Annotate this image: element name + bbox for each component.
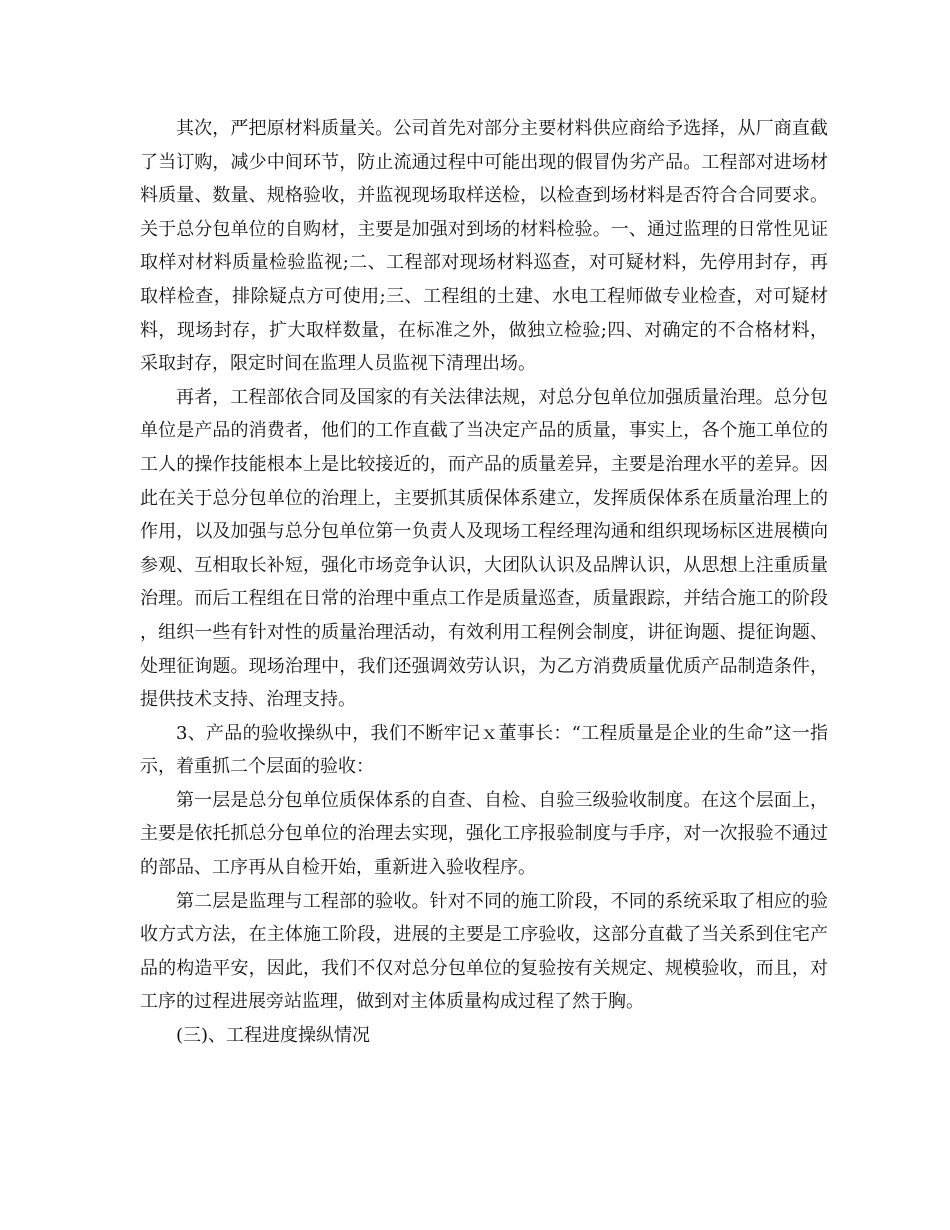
paragraph-subcontractor-management: 再者，工程部依合同及国家的有关法律法规，对总分包单位加强质量治理。总分包单位是产品的消费者，他们的工作直截了当决定产品的质量，事实上，各个施工单位的工人的操作技能根本上是比较接近的，而产品的质量差异，主要是治理水平的差异。因此在关于总分包单位的治理上，主要抓其质保体系建立，发挥质保体系在质量治理上的作用，以及加强与总分包单位第一负责人及现场工程经理沟通和组织现场标区进展横向参观、互相取长补短，强化市场竞争认识，大团队认识及品牌认识，从思想上注重质量治理。而后工程组在日常的治理中重点工作是质量巡查，质量跟踪，并结合施工的阶段，组织一些有针对性的质量治理活动，有效利用工程例会制度，讲征询题、提征询题、处理征询题。现场治理中，我们还强调效劳认识，为乙方消费质量优质产品制造条件，提供技术支持、治理支持。: [140, 386, 828, 711]
paragraph-raw-material-quality: 其次，严把原材料质量关。公司首先对部分主要材料供应商给予选择，从厂商直截了当订购，减少中间环节，防止流通过程中可能出现的假冒伪劣产品。工程部对进场材料质量、数量、规格验收，并监视现场取样送检，以检查到场材料是否符合合同要求。关于总分包单位的自购材，主要是加强对到场的材料检验。一、通过监理的日常性见证取样对材料质量检验监视;二、工程部对现场材料巡查，对可疑材料，先停用封存，再取样检查，排除疑点方可使用;三、工程组的土建、水电工程师做专业检查，对可疑材料，现场封存，扩大取样数量，在标准之外，做独立检验;四、对确定的不合格材料，采取封存，限定时间在监理人员监视下清理出场。: [140, 118, 828, 375]
paragraph-acceptance-control: 3、产品的验收操纵中，我们不断牢记ｘ董事长：“工程质量是企业的生命”这一指示，着重抓二个层面的验收：: [140, 722, 828, 778]
document-body: [140, 112, 828, 1053]
paragraph-second-level-acceptance: 第二层是监理与工程部的验收。针对不同的施工阶段，不同的系统采取了相应的验收方式方法，在主体施工阶段，进展的主要是工序验收，这部分直截了当关系到住宅产品的构造平安，因此，我们不仅对总分包单位的复验按有关规定、规模验收，而且，对工序的过程进展旁站监理，做到对主体质量构成过程了然于胸。: [140, 890, 828, 1013]
section-heading-progress-control: (三)、工程进度操纵情况: [176, 1025, 371, 1047]
paragraph-first-level-acceptance: 第一层是总分包单位质保体系的自查、自检、自验三级验收制度。在这个层面上，主要是依托抓总分包单位的治理去实现，强化工序报验制度与手序，对一次报验不通过的部品、工序再从自检开始，重新进入验收程序。: [140, 789, 828, 879]
